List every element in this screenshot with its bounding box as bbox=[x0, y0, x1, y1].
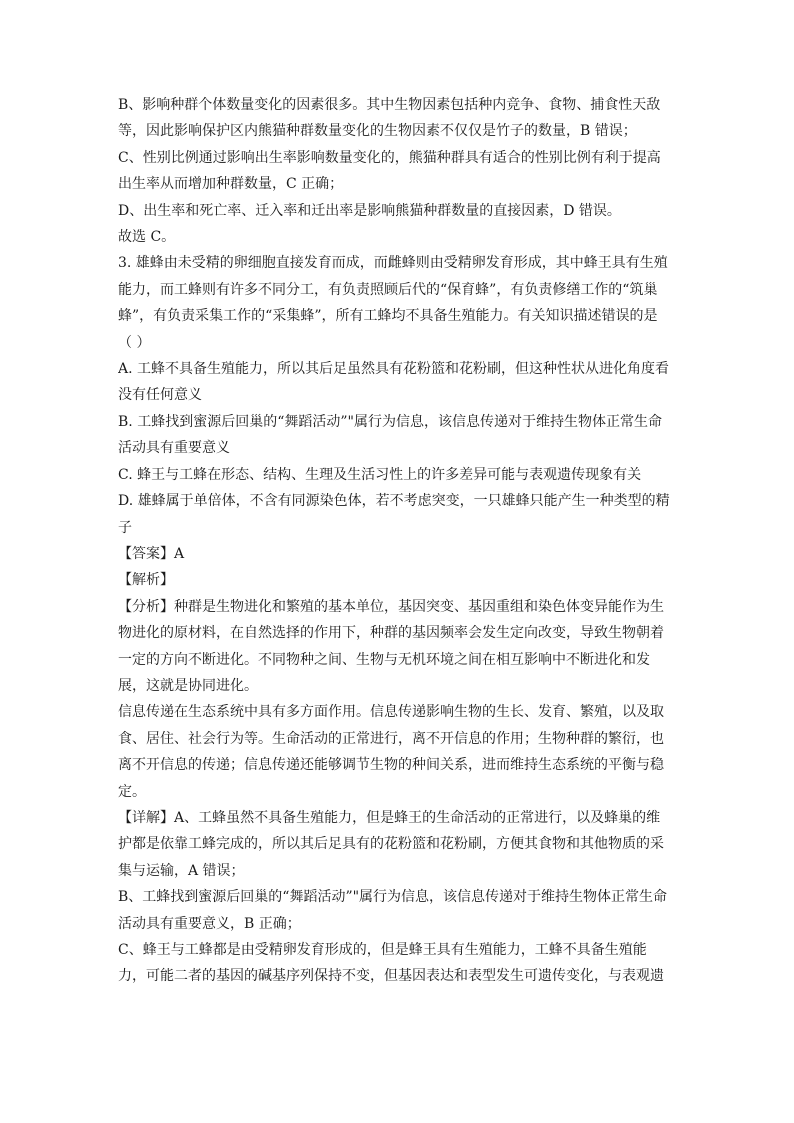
detail-text: C、蜂王与工蜂都是由受精卵发育形成的，但是蜂王具有生殖能力，工蜂不具备生殖能 bbox=[118, 942, 647, 958]
question-stem: 3. 雄蜂由未受精的卵细胞直接发育而成，而雌蜂则由受精卵发育形成，其中蜂王具有生殖 bbox=[118, 255, 668, 272]
answer-heading: 【答案】A bbox=[118, 545, 185, 562]
text-line: 等，因此影响保护区内熊猫种群数量变化的生物因素不仅仅是竹子的数量，B 错误； bbox=[118, 123, 637, 140]
text-line: C、性别比例通过影响出生率影响数量变化的，熊猫种群具有适合的性别比例有利于提高 bbox=[118, 149, 661, 166]
analysis-text: 一定的方向不断进化。不同物种之间、生物与无机环境之间在相互影响中不断进化和发 bbox=[118, 651, 650, 668]
text-line: 故选 C。 bbox=[118, 229, 176, 246]
detail-text: 【详解】A、工蜂虽然不具备生殖能力，但是蜂王的生命活动的正常进行，以及蜂巢的维 bbox=[118, 809, 661, 826]
detail-text: 活动具有重要意义，B 正确； bbox=[118, 915, 301, 932]
document-body bbox=[118, 92, 678, 990]
option-b: B. 工蜂找到蜜源后回巢的“舞蹈活动”"属行为信息，该信息传递对于维持生物体正常生命 bbox=[118, 413, 662, 430]
question-stem: 能力，而工蜂则有许多不同分工，有负责照顾后代的“保育蜂”，有负责修缮工作的“筑巢 bbox=[118, 281, 658, 298]
text-line: B、影响种群个体数量变化的因素很多。其中生物因素包括种内竞争、食物、捕食性天敌 bbox=[118, 97, 661, 113]
answer-blank: （ ） bbox=[118, 334, 151, 351]
detail-text: B、工蜂找到蜜源后回巢的“舞蹈活动”"属行为信息，该信息传递对于维持生物体正常生命 bbox=[118, 889, 668, 906]
option-a: 没有任何意义 bbox=[118, 387, 202, 404]
option-a: A. 工蜂不具备生殖能力，所以其后足虽然具有花粉篮和花粉刷，但这种性状从进化角度看 bbox=[118, 361, 670, 378]
analysis-text: 【分析】种群是生物进化和繁殖的基本单位，基因突变、基因重组和染色体变异能作为生 bbox=[118, 598, 664, 615]
option-c: C. 蜂王与工蜂在形态、结构、生理及生活习性上的许多差异可能与表观遗传现象有关 bbox=[118, 466, 642, 483]
analysis-text: 离不开信息的传递；信息传递还能够调节生物的种间关系，进而维持生态系统的平衡与稳 bbox=[118, 757, 664, 774]
text-line: 出生率从而增加种群数量，C 正确； bbox=[118, 176, 344, 193]
analysis-heading: 【解析】 bbox=[118, 572, 174, 589]
option-b: 活动具有重要意义 bbox=[118, 440, 230, 457]
text-line: D、出生率和死亡率、迁入率和迁出率是影响熊猫种群数量的直接因素，D 错误。 bbox=[118, 202, 621, 219]
question-stem: 蜂”，有负责采集工作的“采集蜂”，所有工蜂均不具备生殖能力。有关知识描述错误的是 bbox=[118, 308, 658, 325]
analysis-text: 物进化的原材料，在自然选择的作用下，种群的基因频率会发生定向改变，导致生物朝着 bbox=[118, 625, 664, 642]
option-d: 子 bbox=[118, 519, 132, 536]
detail-text: 护都是依靠工蜂完成的，所以其后足具有的花粉篮和花粉刷，方便其食物和其他物质的采 bbox=[118, 836, 664, 853]
analysis-text: 展，这就是协同进化。 bbox=[118, 677, 258, 694]
analysis-text: 食、居住、社会行为等。生命活动的正常进行，离不开信息的作用；生物种群的繁衍，也 bbox=[118, 730, 664, 747]
detail-text: 集与运输，A 错误； bbox=[118, 862, 245, 879]
analysis-text: 定。 bbox=[118, 783, 146, 800]
analysis-text: 信息传递在生态系统中具有多方面作用。信息传递影响生物的生长、发育、繁殖，以及取 bbox=[118, 704, 664, 721]
detail-text: 力，可能二者的基因的碱基序列保持不变，但基因表达和表型发生可遗传变化，与表观遗 bbox=[118, 968, 664, 985]
option-d: D. 雄蜂属于单倍体，不含有同源染色体，若不考虑突变，一只雄蜂只能产生一种类型的精 bbox=[118, 493, 670, 510]
